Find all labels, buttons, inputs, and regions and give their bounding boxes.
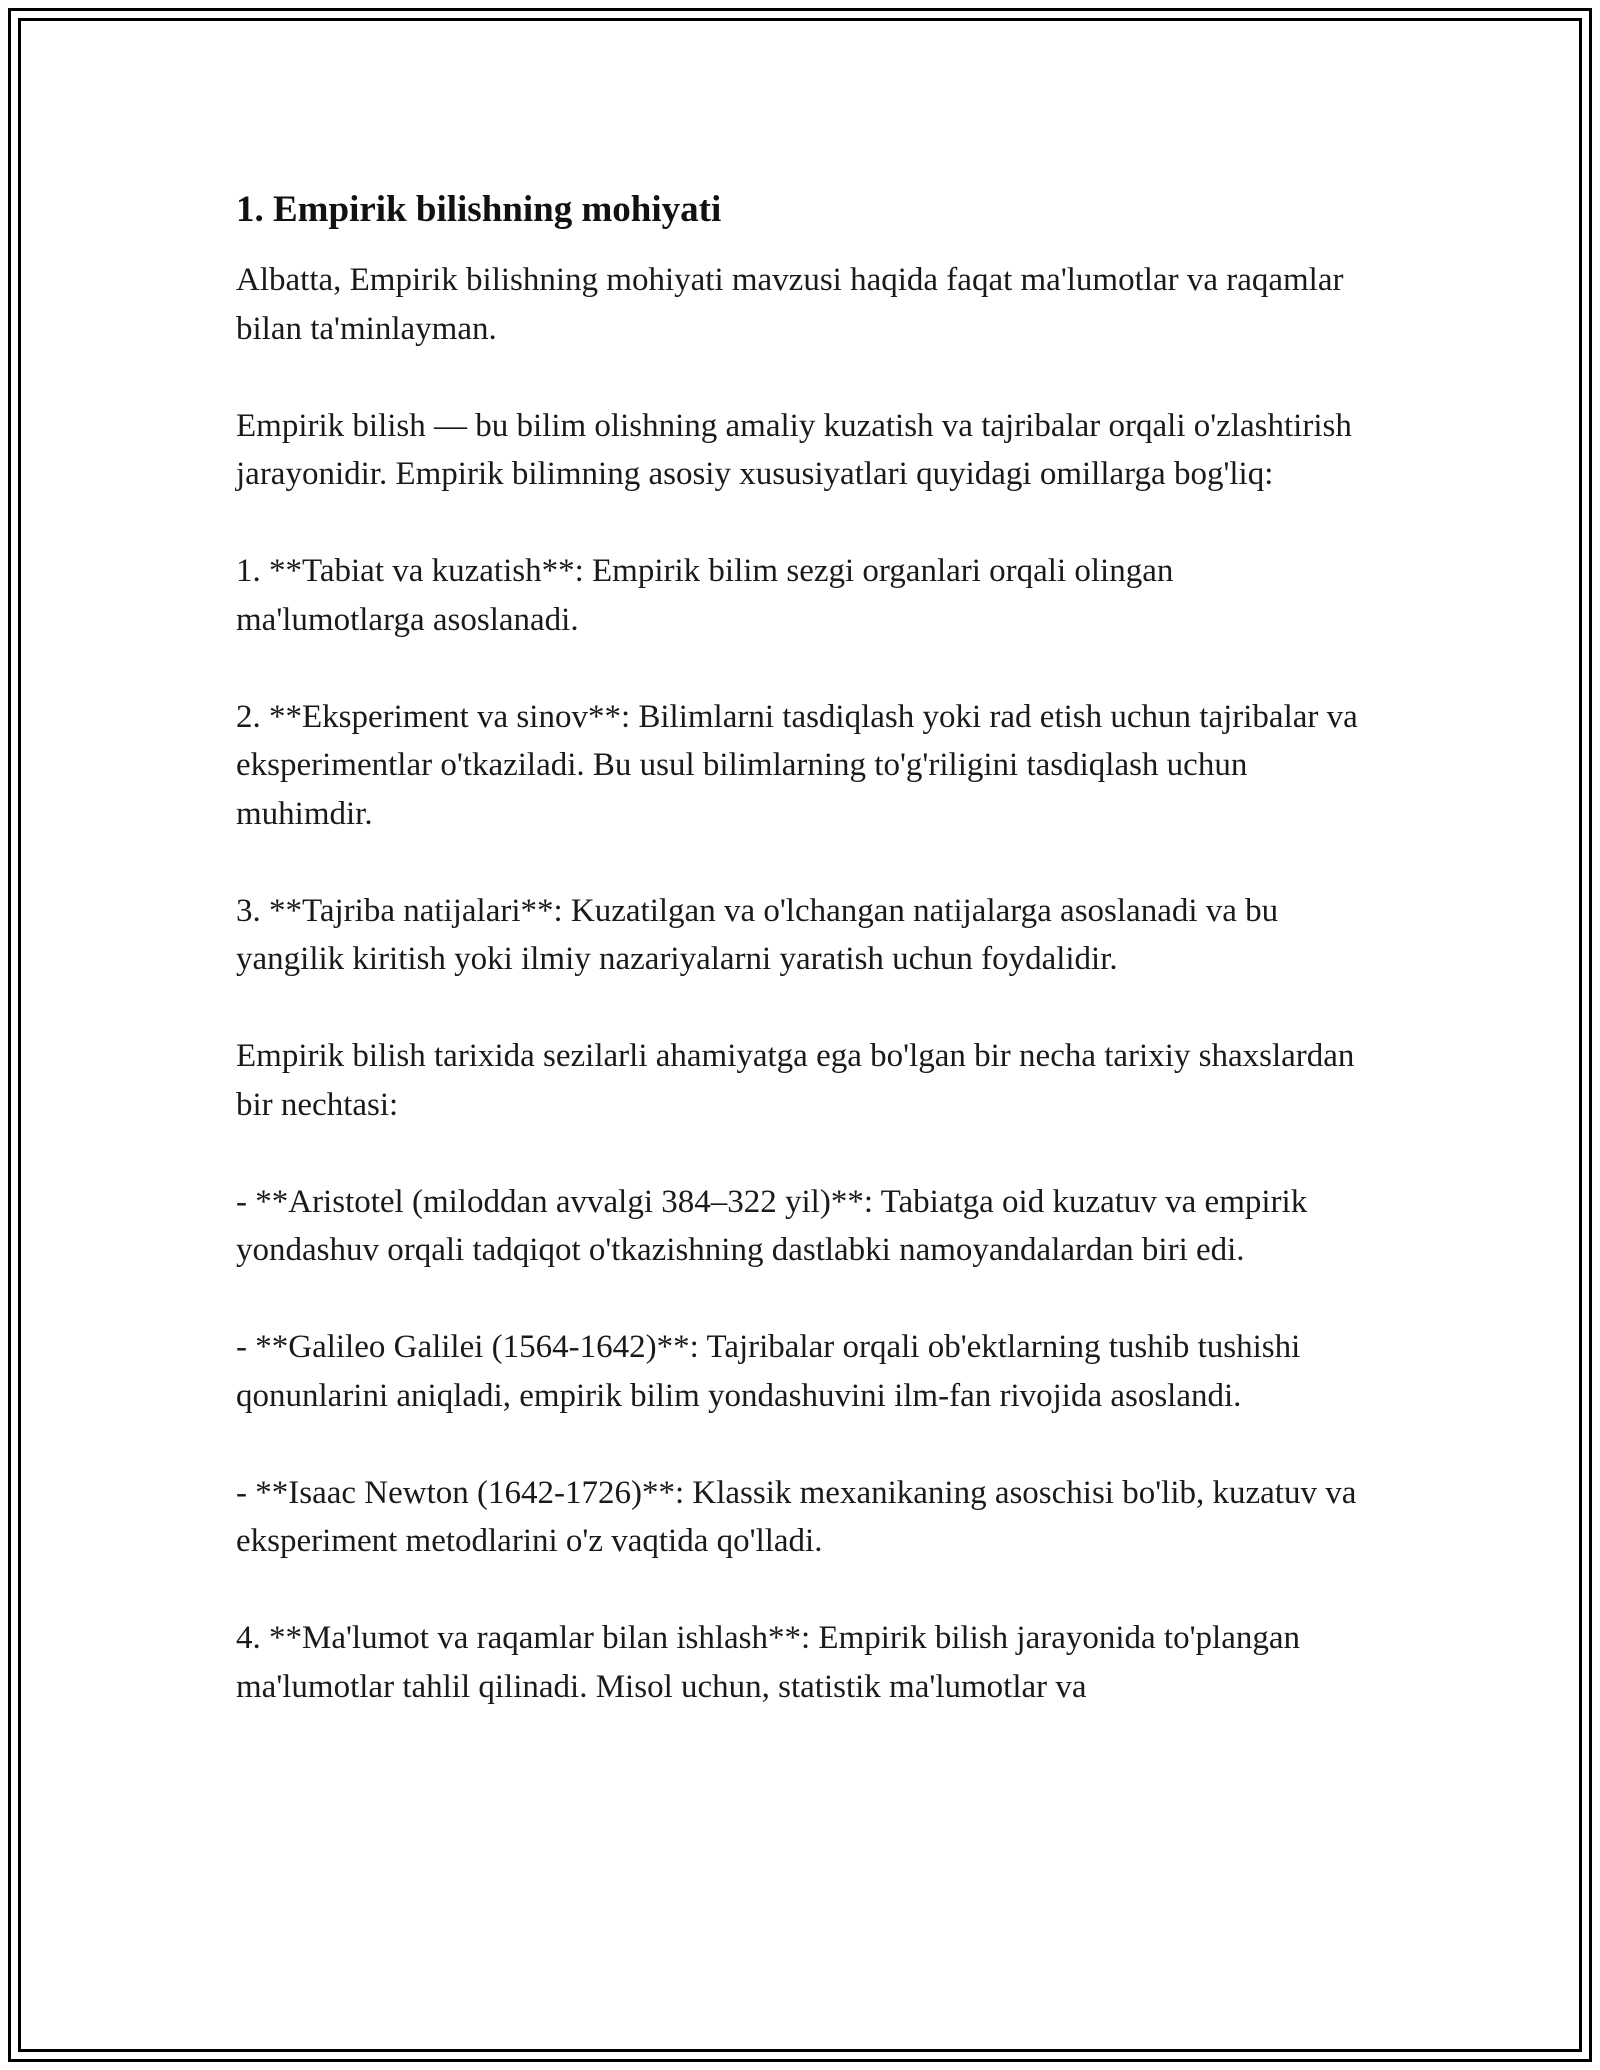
list-item-experiment: 2. **Eksperiment va sinov**: Bilimlarni tasdiqlash yoki rad etish uchun tajribalar va eksperimentlar o'tkaziladi. Bu usul bilimlarning to'g'riligini tasdiqlash uchun muhimdir. — [236, 698, 1358, 832]
list-item-results: 3. **Tajriba natijalari**: Kuzatilgan va o'lchangan natijalarga asoslanadi va bu yangilik kiritish yoki ilmiy nazariyalarni yaratish uchun foydalidir. — [236, 892, 1279, 977]
paragraph-intro: Albatta, Empirik bilishning mohiyati mavzusi haqida faqat ma'lumotlar va raqamlar bilan ta'minlayman. — [236, 262, 1344, 347]
page-title: 1. Empirik bilishning mohiyati — [236, 189, 722, 230]
list-item-nature-observation: 1. **Tabiat va kuzatish**: Empirik bilim sezgi organlari orqali olingan ma'lumotlarga asoslanadi. — [236, 553, 1174, 638]
document-body — [236, 186, 1366, 1711]
list-item-galileo: - **Galileo Galilei (1564-1642)**: Tajribalar orqali ob'ektlarning tushib tushishi qonunlarini aniqladi, empirik bilim yondashuvini ilm-fan rivojida asoslandi. — [236, 1329, 1301, 1414]
list-item-aristotle: - **Aristotel (miloddan avvalgi 384–322 yil)**: Tabiatga oid kuzatuv va empirik yondashuv orqali tadqiqot o'tkazishning dastlabki namoyandalardan biri edi. — [236, 1183, 1308, 1268]
list-item-data-work: 4. **Ma'lumot va raqamlar bilan ishlash**: Empirik bilish jarayonida to'plangan ma'lumotlar tahlil qilinadi. Misol uchun, statistik ma'lumotlar va — [236, 1620, 1301, 1705]
paragraph-historical-figures: Empirik bilish tarixida sezilarli ahamiyatga ega bo'lgan bir necha tarixiy shaxslardan bir nechtasi: — [236, 1038, 1355, 1123]
list-item-newton: - **Isaac Newton (1642-1726)**: Klassik mexanikaning asoschisi bo'lib, kuzatuv va eksperiment metodlarini o'z vaqtida qo'lladi. — [236, 1474, 1357, 1559]
paragraph-definition: Empirik bilish — bu bilim olishning amaliy kuzatish va tajribalar orqali o'zlashtirish jarayonidir. Empirik bilimning asosiy xususiyatlari quyidagi omillarga bog'liq: — [236, 407, 1352, 492]
